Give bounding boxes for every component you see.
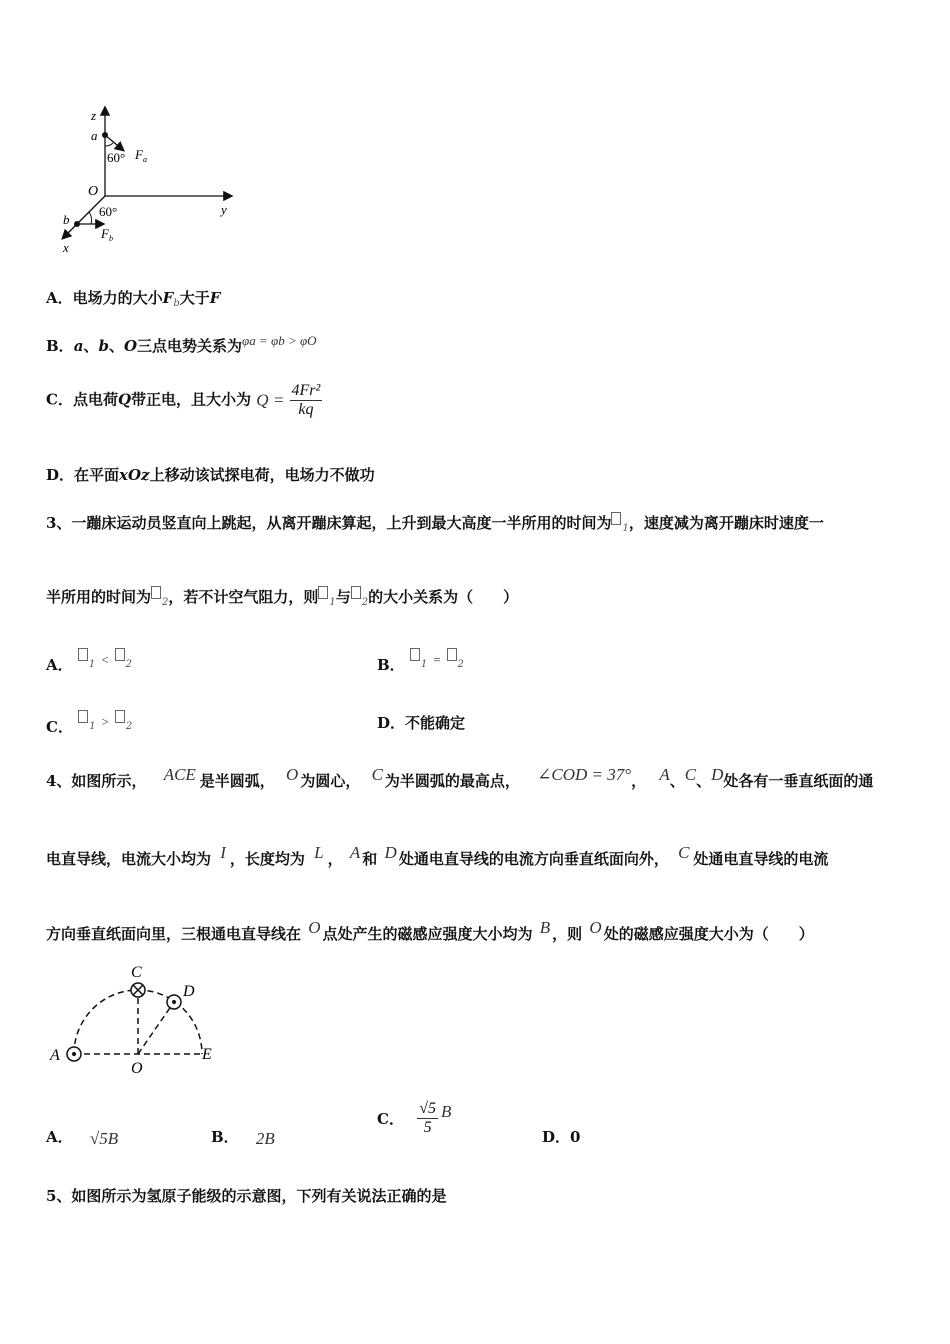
point-a-label: a [91, 128, 98, 143]
q4-stem-line3: 方向垂直纸面向里，三根通电直导线在 O 点处产生的磁感应强度大小均为 B ，则 O 处的磁感应强度大小为（ ） [46, 918, 814, 943]
angle-a-arc [105, 143, 113, 146]
t-placeholder-icon [115, 710, 125, 723]
coordinate-figure [55, 100, 245, 260]
semicircle-figure [40, 962, 230, 1080]
t-placeholder-icon [447, 648, 457, 661]
q3-option-d: D．不能确定 [377, 714, 466, 732]
t-placeholder-icon [318, 586, 328, 599]
t-placeholder-icon [611, 512, 621, 525]
t-placeholder-icon [351, 586, 361, 599]
q2-option-b: B．a、b、O三点电势关系为φa = φb > φO [46, 333, 317, 355]
q3-option-c: C． $_1$ > $_2$ [46, 710, 132, 737]
potential-formula: φa = φb > φO [242, 333, 317, 348]
angle-a-label: 60° [107, 150, 126, 165]
q4-option-b: B． 2B [211, 1128, 275, 1148]
t-placeholder-icon [410, 648, 420, 661]
point-b-label: b [63, 212, 70, 227]
label-d: D [183, 983, 195, 1000]
label-e: E [202, 1046, 212, 1063]
q3-option-b: B． $_1$ = $_2$ [377, 648, 464, 675]
wire-c-in-icon [131, 983, 145, 997]
force-a-arrow [105, 135, 123, 150]
angle-b-label: 60° [99, 204, 118, 219]
wire-a-out-icon [67, 1047, 81, 1061]
q2-option-c: C．点电荷Q带正电，且大小为 Q = $\frac{\text{4Fr²}}{kq}$ [46, 382, 321, 418]
label-o: O [131, 1060, 143, 1077]
q3-stem-line1: 3、一蹦床运动员竖直向上跳起，从离开蹦床算起，上升到最大高度一半所用的时间为 $_1$，速度减为离开蹦床时速度一 [46, 514, 824, 534]
q3-stem-line2: 半所用的时间为 $_2$，若不计空气阻力，则 $_1$与 $_2$的大小关系为（ ） [46, 588, 519, 608]
q4-option-a: A． √5B [46, 1128, 119, 1148]
q4-option-c: C． $\frac{√5}{5}$ B [377, 1100, 452, 1136]
q4-stem-line2: 电直导线，电流大小均为 I ，长度均为 L ， A 和 D 处通电直导线的电流方向垂直纸面向外， C 处通电直导线的电流 [46, 843, 829, 868]
charge-fraction: $\frac{\text{4Fr²}}{kq}$ [291, 382, 321, 418]
axis-y-label: y [221, 202, 227, 217]
force-a-label: $F_a$ [135, 147, 147, 164]
t-placeholder-icon [151, 586, 161, 599]
q4-stem-line1: 4、如图所示， ACE 是半圆弧， O 为圆心， C 为半圆弧的最高点， ∠COD = 37°， A、C、D处各有一垂直纸面的通 [46, 765, 874, 790]
t-placeholder-icon [78, 648, 88, 661]
label-a: A [50, 1047, 60, 1064]
force-b-label: $F_b$ [101, 226, 113, 243]
origin-label: O [88, 184, 99, 199]
sqrt5-over-5-fraction: $\frac{√5}{5}$ [419, 1100, 436, 1136]
t-placeholder-icon [78, 710, 88, 723]
axis-z-label: z [91, 108, 97, 123]
angle-b-arc [89, 212, 92, 224]
q5-stem: 5、如图所示为氢原子能级的示意图，下列有关说法正确的是 [46, 1187, 447, 1205]
t-placeholder-icon [115, 648, 125, 661]
q2-option-a: A．电场力的大小$F_b$大于F [46, 289, 221, 309]
axis-x-label: x [63, 240, 69, 255]
label-c: C [131, 964, 142, 981]
q4-option-d: D．0 [542, 1128, 581, 1146]
q2-option-d: D．在平面xOz上移动该试探电荷，电场力不做功 [46, 466, 375, 484]
q3-option-a: A． $_1$ < $_2$ [46, 648, 132, 675]
wire-d-out-icon [167, 995, 181, 1009]
radius-od [138, 1002, 174, 1054]
